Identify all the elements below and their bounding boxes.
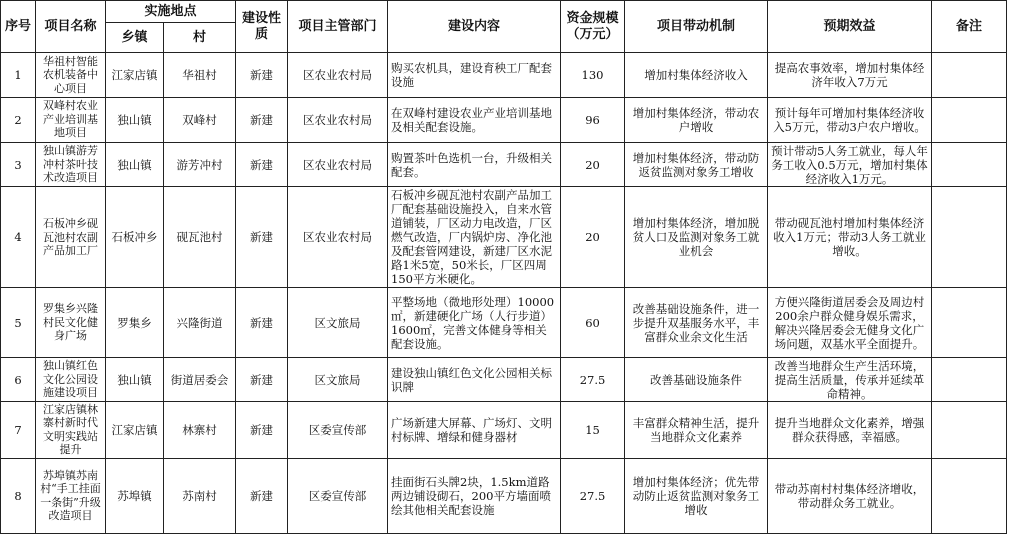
notes-cell bbox=[932, 187, 1007, 288]
content-cell: 广场新建大屏幕、广场灯、文明村标牌、增绿和健身器材 bbox=[388, 402, 561, 458]
town-cell: 江家店镇 bbox=[106, 53, 164, 98]
dept-cell: 区农业农村局 bbox=[288, 53, 388, 98]
header-content: 建设内容 bbox=[388, 1, 561, 53]
seq-cell: 6 bbox=[1, 357, 36, 402]
town-cell: 独山镇 bbox=[106, 97, 164, 142]
header-village: 村 bbox=[164, 23, 236, 53]
village-cell: 兴隆街道 bbox=[164, 288, 236, 357]
mechanism-cell: 丰富群众精神生活，提升当地群众文化素养 bbox=[625, 402, 768, 458]
dept-cell: 区委宣传部 bbox=[288, 402, 388, 458]
header-name: 项目名称 bbox=[36, 1, 106, 53]
funds-cell: 60 bbox=[561, 288, 625, 357]
nature-cell: 新建 bbox=[236, 402, 288, 458]
village-cell: 林寨村 bbox=[164, 402, 236, 458]
notes-cell bbox=[932, 458, 1007, 533]
village-cell: 华祖村 bbox=[164, 53, 236, 98]
funds-cell: 20 bbox=[561, 187, 625, 288]
village-cell: 双峰村 bbox=[164, 97, 236, 142]
benefit-cell: 预计每年可增加村集体经济收入5万元，带动3户农户增收。 bbox=[768, 97, 932, 142]
nature-cell: 新建 bbox=[236, 357, 288, 402]
table-row bbox=[1, 97, 1007, 142]
project-name-cell: 罗集乡兴隆村民文化健身广场 bbox=[36, 288, 106, 357]
dept-cell: 区文旅局 bbox=[288, 288, 388, 357]
notes-cell bbox=[932, 357, 1007, 402]
dept-cell: 区农业农村局 bbox=[288, 142, 388, 187]
nature-cell: 新建 bbox=[236, 288, 288, 357]
town-cell: 独山镇 bbox=[106, 357, 164, 402]
table-row bbox=[1, 53, 1007, 98]
mechanism-cell: 增加村集体经济，带动农户增收 bbox=[625, 97, 768, 142]
table-row bbox=[1, 402, 1007, 458]
content-cell: 石板冲乡砚瓦池村农副产品加工厂配套基础设施投入，自来水管道铺装，厂区动力电改造，厂区燃气改造，厂内锅炉房、净化池及配套管网建设，新建厂区水泥路1米5宽，50米长，厂区四周150平方米硬化。 bbox=[388, 187, 561, 288]
seq-cell: 5 bbox=[1, 288, 36, 357]
funds-cell: 96 bbox=[561, 97, 625, 142]
seq-cell: 4 bbox=[1, 187, 36, 288]
table-row bbox=[1, 458, 1007, 533]
header-notes: 备注 bbox=[932, 1, 1007, 53]
nature-cell: 新建 bbox=[236, 97, 288, 142]
notes-cell bbox=[932, 402, 1007, 458]
benefit-cell: 改善当地群众生产生活环境，提高生活质量，传承并延续革命精神。 bbox=[768, 357, 932, 402]
table-row bbox=[1, 288, 1007, 357]
header-town: 乡镇 bbox=[106, 23, 164, 53]
content-cell: 建设独山镇红色文化公园相关标识牌 bbox=[388, 357, 561, 402]
header-nature: 建设性质 bbox=[236, 1, 288, 53]
mechanism-cell: 增加村集体经济；优先带动防止返贫监测对象务工增收 bbox=[625, 458, 768, 533]
benefit-cell: 预计带动5人务工就业，每人年务工收入0.5万元，增加村集体经济收入1万元。 bbox=[768, 142, 932, 187]
mechanism-cell: 改善基础设施条件 bbox=[625, 357, 768, 402]
town-cell: 罗集乡 bbox=[106, 288, 164, 357]
header-funds: 资金规模（万元） bbox=[561, 1, 625, 53]
benefit-cell: 提升当地群众文化素养，增强群众获得感，幸福感。 bbox=[768, 402, 932, 458]
content-cell: 购买农机具，建设育秧工厂配套设施 bbox=[388, 53, 561, 98]
dept-cell: 区农业农村局 bbox=[288, 187, 388, 288]
project-name-cell: 华祖村智能农机装备中心项目 bbox=[36, 53, 106, 98]
seq-cell: 7 bbox=[1, 402, 36, 458]
content-cell: 在双峰村建设农业产业培训基地及相关配套设施。 bbox=[388, 97, 561, 142]
funds-cell: 27.5 bbox=[561, 458, 625, 533]
village-cell: 砚瓦池村 bbox=[164, 187, 236, 288]
notes-cell bbox=[932, 97, 1007, 142]
town-cell: 江家店镇 bbox=[106, 402, 164, 458]
dept-cell: 区委宣传部 bbox=[288, 458, 388, 533]
header-benefit: 预期效益 bbox=[768, 1, 932, 53]
nature-cell: 新建 bbox=[236, 53, 288, 98]
dept-cell: 区农业农村局 bbox=[288, 97, 388, 142]
table-row bbox=[1, 187, 1007, 288]
village-cell: 苏南村 bbox=[164, 458, 236, 533]
town-cell: 独山镇 bbox=[106, 142, 164, 187]
benefit-cell: 带动苏南村村集体经济增收，带动群众务工就业。 bbox=[768, 458, 932, 533]
project-name-cell: 石板冲乡砚瓦池村农副产品加工厂 bbox=[36, 187, 106, 288]
nature-cell: 新建 bbox=[236, 458, 288, 533]
benefit-cell: 带动砚瓦池村增加村集体经济收入1万元；带动3人务工就业增收。 bbox=[768, 187, 932, 288]
header-seq: 序号 bbox=[1, 1, 36, 53]
project-name-cell: 独山镇红色文化公园设施建设项目 bbox=[36, 357, 106, 402]
project-name-cell: 独山镇游芳冲村茶叶技术改造项目 bbox=[36, 142, 106, 187]
mechanism-cell: 增加村集体经济，带动防返贫监测对象务工增收 bbox=[625, 142, 768, 187]
table-row bbox=[1, 357, 1007, 402]
mechanism-cell: 改善基础设施条件，进一步提升双基服务水平，丰富群众业余文化生活 bbox=[625, 288, 768, 357]
nature-cell: 新建 bbox=[236, 187, 288, 288]
seq-cell: 3 bbox=[1, 142, 36, 187]
project-name-cell: 苏埠镇苏南村“手工挂面一条街”升级改造项目 bbox=[36, 458, 106, 533]
mechanism-cell: 增加村集体经济收入 bbox=[625, 53, 768, 98]
notes-cell bbox=[932, 53, 1007, 98]
town-cell: 苏埠镇 bbox=[106, 458, 164, 533]
dept-cell: 区文旅局 bbox=[288, 357, 388, 402]
seq-cell: 8 bbox=[1, 458, 36, 533]
town-cell: 石板冲乡 bbox=[106, 187, 164, 288]
funds-cell: 27.5 bbox=[561, 357, 625, 402]
village-cell: 游芳冲村 bbox=[164, 142, 236, 187]
village-cell: 街道居委会 bbox=[164, 357, 236, 402]
header-location: 实施地点 bbox=[106, 1, 236, 23]
seq-cell: 1 bbox=[1, 53, 36, 98]
table-row bbox=[1, 142, 1007, 187]
project-name-cell: 江家店镇林寨村新时代文明实践站提升 bbox=[36, 402, 106, 458]
header-mechanism: 项目带动机制 bbox=[625, 1, 768, 53]
funds-cell: 15 bbox=[561, 402, 625, 458]
content-cell: 购置茶叶色选机一台，升级相关配套。 bbox=[388, 142, 561, 187]
funds-cell: 130 bbox=[561, 53, 625, 98]
notes-cell bbox=[932, 288, 1007, 357]
project-name-cell: 双峰村农业产业培训基地项目 bbox=[36, 97, 106, 142]
header-dept: 项目主管部门 bbox=[288, 1, 388, 53]
mechanism-cell: 增加村集体经济，增加脱贫人口及监测对象务工就业机会 bbox=[625, 187, 768, 288]
content-cell: 挂面街石头牌2块，1.5km道路两边铺设砌石，200平方墙面喷绘其他相关配套设施 bbox=[388, 458, 561, 533]
notes-cell bbox=[932, 142, 1007, 187]
seq-cell: 2 bbox=[1, 97, 36, 142]
benefit-cell: 方便兴隆街道居委会及周边村200余户群众健身娱乐需求，解决兴隆居委会无健身文化广场问题，双基水平全面提升。 bbox=[768, 288, 932, 357]
content-cell: 平整场地（微地形处理）10000㎡，新建硬化广场（人行步道）1600㎡，完善文体健身等相关配套设施。 bbox=[388, 288, 561, 357]
nature-cell: 新建 bbox=[236, 142, 288, 187]
benefit-cell: 提高农事效率，增加村集体经济年收入7万元 bbox=[768, 53, 932, 98]
funds-cell: 20 bbox=[561, 142, 625, 187]
